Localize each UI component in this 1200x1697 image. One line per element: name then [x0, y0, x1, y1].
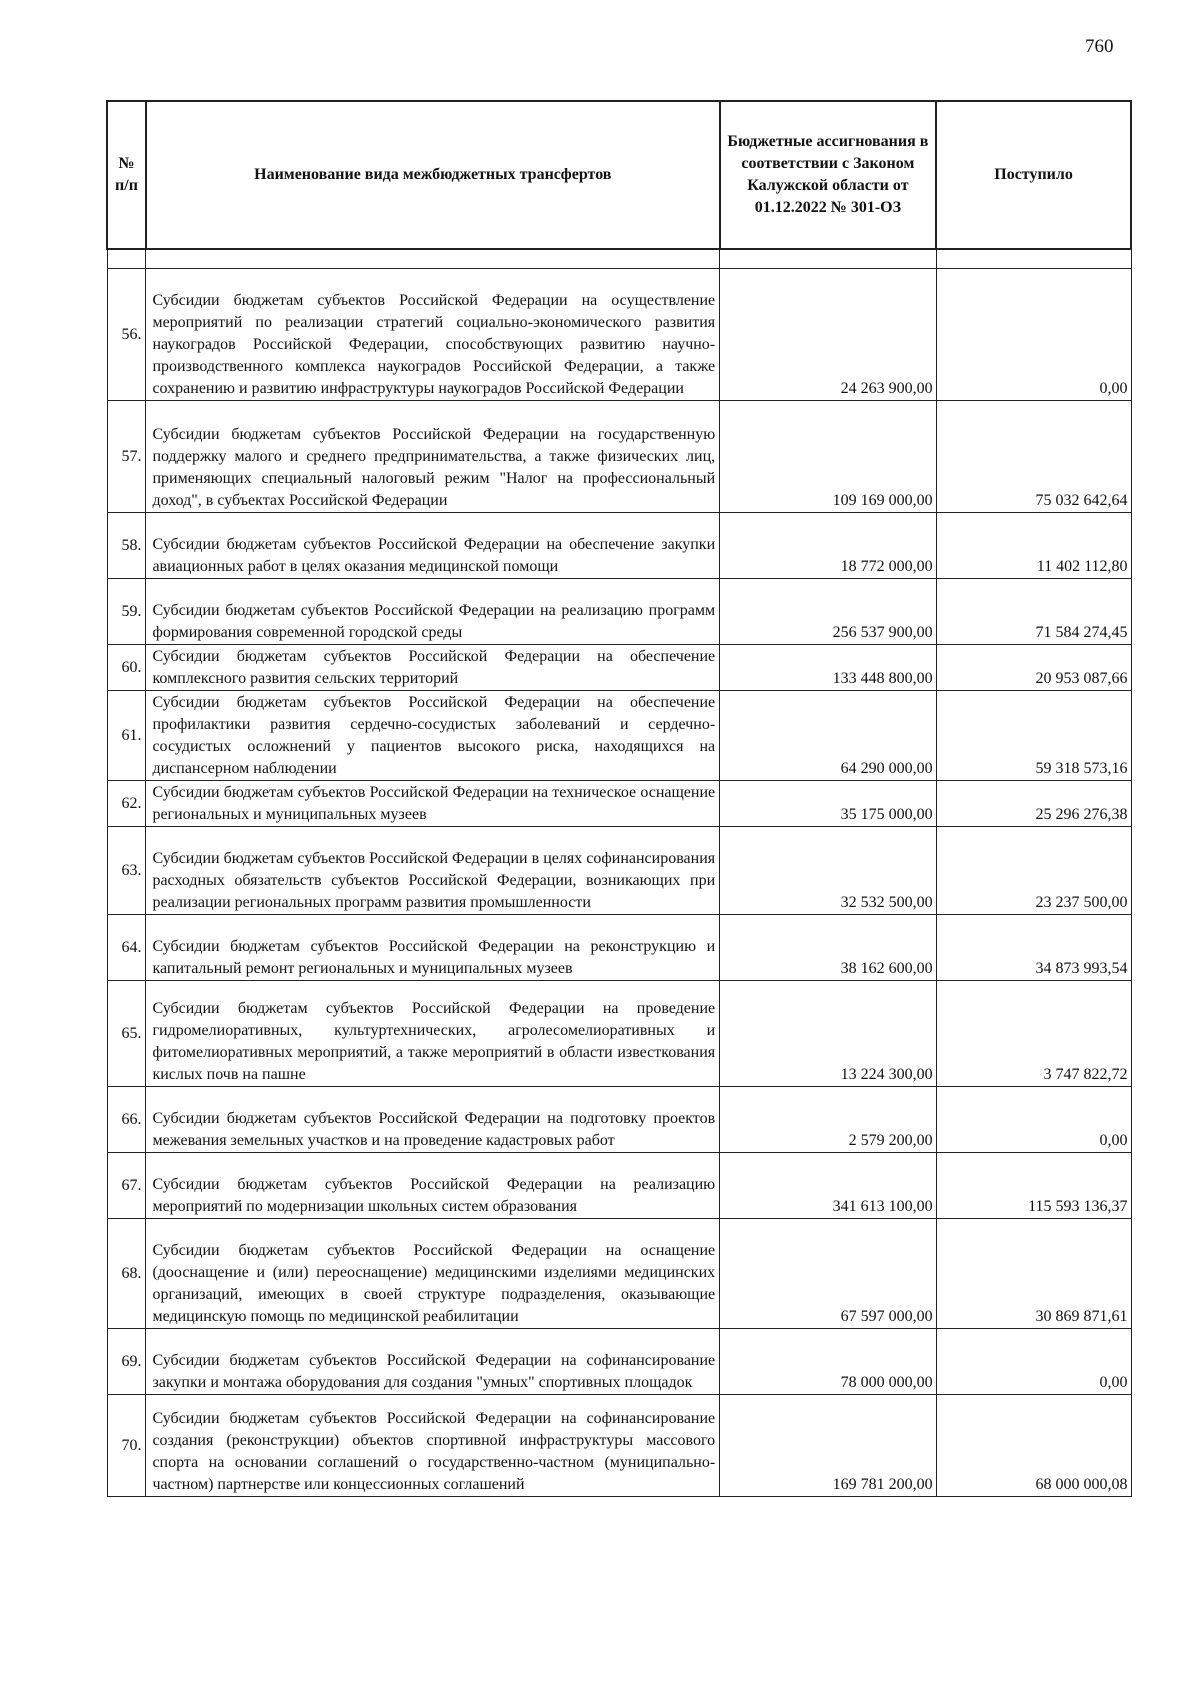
row-name: Субсидии бюджетам субъектов Российской Федерации на обеспечение закупки авиационных работ в целях оказания медицинской помощи [146, 513, 720, 579]
row-name: Субсидии бюджетам субъектов Российской Федерации на софинансирование создания (реконструкции) объектов спортивной инфраструктуры массового спорта на основании соглашений о государственно-частном (муниципально-частном) партнерстве или концессионных соглашений [146, 1395, 720, 1497]
row-name: Субсидии бюджетам субъектов Российской Федерации на осуществление мероприятий по реализации стратегий социально-экономического развития наукоградов Российской Федерации, способствующих развитию научно-производственного комплекса наукоградов Российской Федерации, а также сохранению и развитию инфраструктуры наукоградов Российской Федерации [146, 269, 720, 401]
row-budget: 341 613 100,00 [720, 1153, 936, 1219]
row-received: 11 402 112,80 [936, 513, 1131, 579]
row-name: Субсидии бюджетам субъектов Российской Федерации на подготовку проектов межевания земельных участков и на проведение кадастровых работ [146, 1087, 720, 1153]
row-number: 56. [107, 269, 146, 401]
row-number: 63. [107, 827, 146, 915]
table-row [107, 781, 1131, 827]
row-received: 0,00 [936, 1087, 1131, 1153]
row-number: 60. [107, 645, 146, 691]
table-row [107, 1087, 1131, 1153]
row-budget: 109 169 000,00 [720, 401, 936, 513]
row-received: 3 747 822,72 [936, 981, 1131, 1087]
row-number: 66. [107, 1087, 146, 1153]
table-row [107, 579, 1131, 645]
header-num: № п/п [107, 101, 146, 249]
row-number: 70. [107, 1395, 146, 1497]
table-row [107, 915, 1131, 981]
table-row [107, 1219, 1131, 1329]
header-budget: Бюджетные ассигнования в соответствии с Законом Калужской области от 01.12.2022 № 301-ОЗ [720, 101, 936, 249]
row-name: Субсидии бюджетам субъектов Российской Федерации на обеспечение комплексного развития сельских территорий [146, 645, 720, 691]
page-number: 760 [1085, 36, 1114, 57]
row-number: 65. [107, 981, 146, 1087]
row-name: Субсидии бюджетам субъектов Российской Федерации на софинансирование закупки и монтажа оборудования для создания "умных" спортивных площадок [146, 1329, 720, 1395]
header-received: Поступило [936, 101, 1131, 249]
row-name: Субсидии бюджетам субъектов Российской Федерации на государственную поддержку малого и среднего предпринимательства, а также физических лиц, применяющих специальный налоговый режим "Налог на профессиональный доход", в субъектах Российской Федерации [146, 401, 720, 513]
row-budget: 169 781 200,00 [720, 1395, 936, 1497]
row-number: 64. [107, 915, 146, 981]
row-number: 67. [107, 1153, 146, 1219]
table-row [107, 645, 1131, 691]
row-name: Субсидии бюджетам субъектов Российской Федерации на реализацию программ формирования современной городской среды [146, 579, 720, 645]
row-budget: 38 162 600,00 [720, 915, 936, 981]
header-name: Наименование вида межбюджетных трансфертов [146, 101, 720, 249]
row-name: Субсидии бюджетам субъектов Российской Федерации на оснащение (дооснащение и (или) переоснащение) медицинскими изделиями медицинских организаций, имеющих в своей структуре подразделения, оказывающие медицинскую помощь по медицинской реабилитации [146, 1219, 720, 1329]
table-row [107, 1329, 1131, 1395]
table-row [107, 827, 1131, 915]
row-name: Субсидии бюджетам субъектов Российской Федерации в целях софинансирования расходных обязательств субъектов Российской Федерации, возникающих при реализации региональных программ развития промышленности [146, 827, 720, 915]
row-budget: 256 537 900,00 [720, 579, 936, 645]
table-row [107, 1395, 1131, 1497]
row-received: 0,00 [936, 1329, 1131, 1395]
row-received: 23 237 500,00 [936, 827, 1131, 915]
table-header-row [107, 101, 1131, 249]
row-name: Субсидии бюджетам субъектов Российской Федерации на реализацию мероприятий по модернизации школьных систем образования [146, 1153, 720, 1219]
row-budget: 133 448 800,00 [720, 645, 936, 691]
row-received: 34 873 993,54 [936, 915, 1131, 981]
table-row [107, 1153, 1131, 1219]
row-name: Субсидии бюджетам субъектов Российской Федерации на обеспечение профилактики развития сердечно-сосудистых заболеваний и сердечно-сосудистых осложнений у пациентов высокого риска, находящихся на диспансерном наблюдении [146, 691, 720, 781]
row-budget: 67 597 000,00 [720, 1219, 936, 1329]
row-name: Субсидии бюджетам субъектов Российской Федерации на техническое оснащение региональных и муниципальных музеев [146, 781, 720, 827]
table-row [107, 513, 1131, 579]
table-row [107, 981, 1131, 1087]
table-row [107, 269, 1131, 401]
row-received: 68 000 000,08 [936, 1395, 1131, 1497]
row-number: 59. [107, 579, 146, 645]
row-budget: 64 290 000,00 [720, 691, 936, 781]
row-received: 75 032 642,64 [936, 401, 1131, 513]
row-number: 57. [107, 401, 146, 513]
spacer-row [107, 249, 1131, 269]
row-received: 115 593 136,37 [936, 1153, 1131, 1219]
table-row [107, 691, 1131, 781]
row-name: Субсидии бюджетам субъектов Российской Федерации на проведение гидромелиоративных, культуртехнических, агролесомелиоративных и фитомелиоративных мероприятий, а также мероприятий в области известкования кислых почв на пашне [146, 981, 720, 1087]
row-received: 71 584 274,45 [936, 579, 1131, 645]
row-budget: 24 263 900,00 [720, 269, 936, 401]
row-number: 68. [107, 1219, 146, 1329]
table-row [107, 401, 1131, 513]
row-budget: 78 000 000,00 [720, 1329, 936, 1395]
row-budget: 32 532 500,00 [720, 827, 936, 915]
row-budget: 2 579 200,00 [720, 1087, 936, 1153]
row-budget: 35 175 000,00 [720, 781, 936, 827]
row-number: 61. [107, 691, 146, 781]
row-number: 58. [107, 513, 146, 579]
row-budget: 13 224 300,00 [720, 981, 936, 1087]
row-received: 59 318 573,16 [936, 691, 1131, 781]
row-received: 30 869 871,61 [936, 1219, 1131, 1329]
transfers-table [106, 100, 1132, 1497]
row-number: 69. [107, 1329, 146, 1395]
row-budget: 18 772 000,00 [720, 513, 936, 579]
row-received: 20 953 087,66 [936, 645, 1131, 691]
row-received: 25 296 276,38 [936, 781, 1131, 827]
row-name: Субсидии бюджетам субъектов Российской Федерации на реконструкцию и капитальный ремонт региональных и муниципальных музеев [146, 915, 720, 981]
row-received: 0,00 [936, 269, 1131, 401]
row-number: 62. [107, 781, 146, 827]
